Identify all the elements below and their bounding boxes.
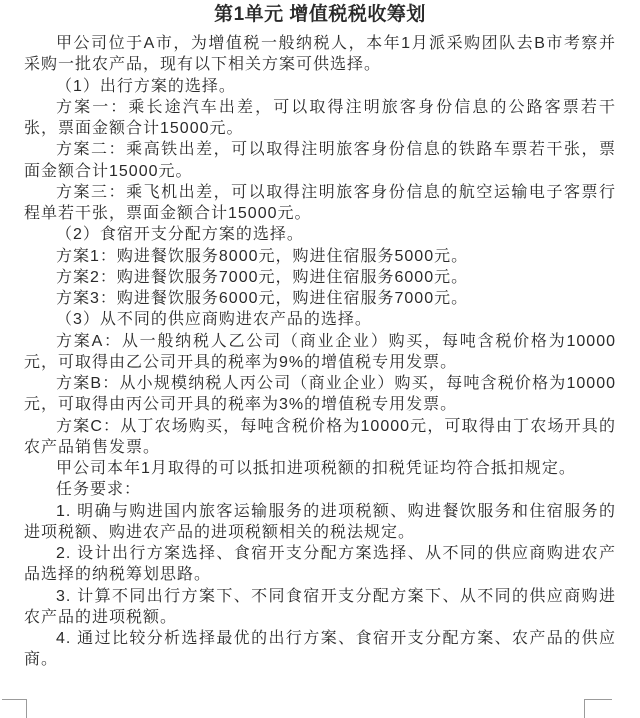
paragraph: （2）食宿开支分配方案的选择。 [56, 226, 304, 244]
paragraph: 方案B：从小规模纳税人丙公司（商业企业）购买，每吨含税价格为10000元，可取得由丙公司开具的税率为3%的增值税专用发票。 [24, 375, 616, 414]
paragraph: 方案1：购进餐饮服务8000元，购进住宿服务5000元。 [56, 247, 469, 265]
paragraph: 1. 明确与购进国内旅客运输服务的进项税额、购进餐饮服务和住宿服务的进项税额、购进农产品的进项税额相关的税法规定。 [24, 502, 616, 541]
paragraph: 方案C：从丁农场购买，每吨含税价格为10000元，可取得由丁农场开具的农产品销售发票。 [24, 417, 616, 456]
paragraph: 方案A：从一般纳税人乙公司（商业企业）购买，每吨含税价格为10000元，可取得由乙公司开具的税率为9%的增值税专用发票。 [24, 332, 616, 371]
paragraph: （1）出行方案的选择。 [56, 77, 236, 95]
paragraph: 方案2：购进餐饮服务7000元，购进住宿服务6000元。 [56, 268, 469, 286]
paragraph: 方案二：乘高铁出差，可以取得注明旅客身份信息的铁路车票若干张，票面金额合计15000元。 [24, 141, 616, 180]
document-body [0, 33, 640, 671]
paragraph: 4. 通过比较分析选择最优的出行方案、食宿开支分配方案、农产品的供应商。 [24, 630, 616, 669]
paragraph: 任务要求： [56, 481, 142, 499]
text-boundary-mark-bottom-right [584, 699, 612, 718]
paragraph: 3. 计算不同出行方案下、不同食宿开支分配方案下、从不同的供应商购进农产品的进项税额。 [24, 587, 616, 626]
document-title: 第1单元 增值税税收筹划 [214, 4, 426, 25]
paragraph: 方案三：乘飞机出差，可以取得注明旅客身份信息的航空运输电子客票行程单若干张，票面金额合计15000元。 [24, 183, 616, 222]
paragraph: 甲公司位于A市，为增值税一般纳税人，本年1月派采购团队去B市考察并采购一批农产品，现有以下相关方案可供选择。 [24, 35, 616, 74]
paragraph: 方案3：购进餐饮服务6000元，购进住宿服务7000元。 [56, 290, 469, 307]
paragraph: 2. 设计出行方案选择、食宿开支分配方案选择、从不同的供应商购进农产品选择的纳税筹划思路。 [24, 545, 616, 584]
paragraph: 甲公司本年1月取得的可以抵扣进项税额的扣税凭证均符合抵扣规定。 [56, 460, 576, 477]
paragraph: （3）从不同的供应商购进农产品的选择。 [56, 311, 372, 329]
text-boundary-mark-bottom-left [2, 699, 27, 718]
paragraph: 方案一：乘长途汽车出差，可以取得注明旅客身份信息的公路客票若干张，票面金额合计15000元。 [24, 98, 616, 137]
